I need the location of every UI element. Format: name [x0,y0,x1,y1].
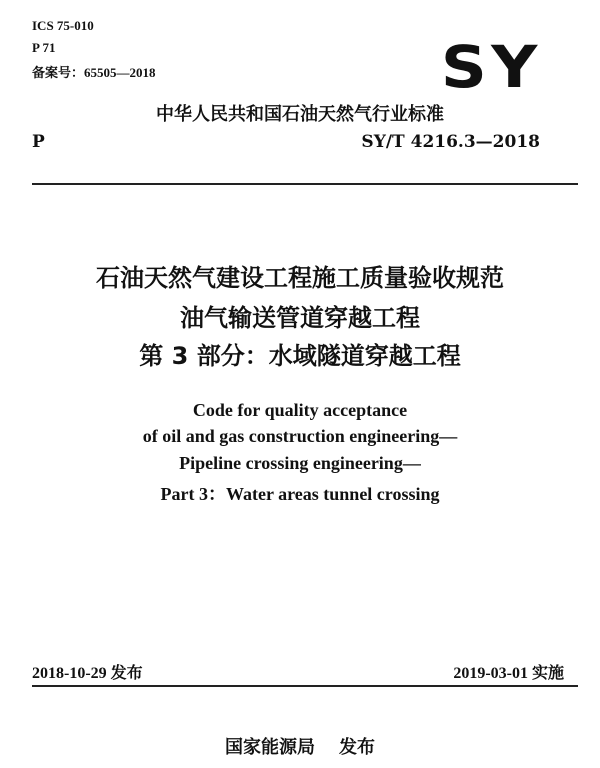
publisher-name: 国家能源局 [225,737,315,758]
title-en-line3: Pipeline crossing engineering— [179,453,421,473]
bottom-divider [32,685,578,687]
class-code: P 71 [32,40,56,55]
title-en-line1: Code for quality acceptance [192,400,408,420]
title-cn-line2: 油气输送管道穿越工程 [180,304,420,332]
category-code: P [32,132,45,152]
sy-logo: SY [441,33,542,101]
title-en-line4: Part 3：Water areas tunnel crossing [160,484,440,504]
effective-date: 2019-03-01 实施 [453,665,564,682]
ics-code: ICS 75-010 [32,18,94,33]
title-cn-line3: 第 3 部分：水域隧道穿越工程 [139,342,461,370]
record-number: 备案号：65505—2018 [32,65,156,80]
publisher-action: 发布 [339,737,375,758]
publisher-line [0,733,600,759]
standard-number: SY/T 4216.3—2018 [361,132,540,152]
standard-org: 中华人民共和国石油天然气行业标准 [156,104,444,125]
issue-date: 2018-10-29 发布 [32,665,143,682]
title-en-line2: of oil and gas construction engineering— [142,426,458,446]
title-cn-line1: 石油天然气建设工程施工质量验收规范 [96,264,504,292]
top-divider [32,183,578,185]
